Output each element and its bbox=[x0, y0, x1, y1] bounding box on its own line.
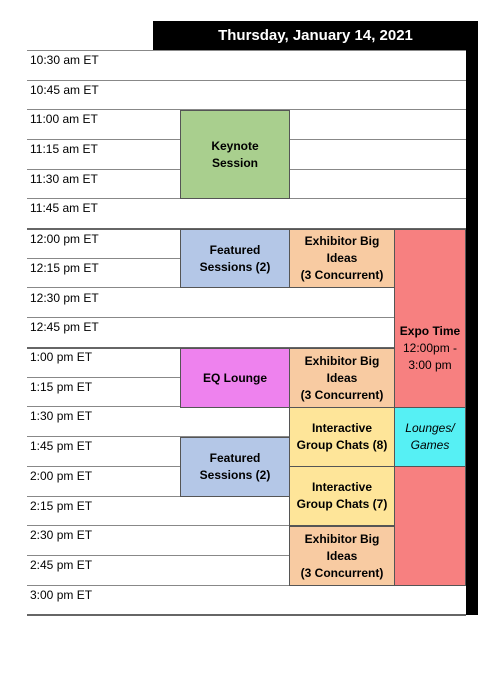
row-line bbox=[27, 80, 466, 81]
block-line: Keynote bbox=[211, 138, 259, 153]
block-line: Featured bbox=[209, 451, 261, 465]
block-line: Interactive bbox=[311, 480, 372, 494]
exhibitor-big-ideas-block[interactable] bbox=[289, 229, 395, 288]
block-line: Session bbox=[211, 155, 259, 170]
expo-time-block-bottom[interactable] bbox=[394, 466, 466, 586]
schedule-date-header bbox=[153, 21, 478, 50]
row-line bbox=[27, 50, 466, 51]
block-line: Group Chats (7) bbox=[296, 497, 388, 511]
featured-sessions-block[interactable] bbox=[180, 229, 290, 288]
block-line: Sessions (2) bbox=[199, 468, 271, 482]
time-label: 2:30 pm ET bbox=[30, 528, 93, 542]
time-label: 3:00 pm ET bbox=[30, 588, 93, 602]
block-line: Sessions (2) bbox=[199, 259, 271, 274]
block-line: Games bbox=[410, 438, 450, 452]
expo-range-end: 3:00 pm bbox=[408, 357, 452, 372]
time-label: 11:45 am ET bbox=[30, 201, 98, 215]
time-label: 2:15 pm ET bbox=[30, 499, 93, 513]
exhibitor-big-ideas-block[interactable] bbox=[289, 526, 395, 586]
time-label: 1:30 pm ET bbox=[30, 409, 93, 423]
featured-sessions-block[interactable] bbox=[180, 437, 290, 497]
time-label: 2:45 pm ET bbox=[30, 558, 93, 572]
block-line: Exhibitor Big bbox=[304, 531, 380, 546]
time-label: 10:45 am ET bbox=[30, 83, 99, 97]
block-line: Ideas bbox=[326, 370, 358, 385]
block-line: (3 Concurrent) bbox=[300, 268, 384, 282]
expo-title: Expo Time bbox=[399, 323, 461, 338]
row-line bbox=[27, 614, 466, 616]
time-label: 1:45 pm ET bbox=[30, 439, 93, 453]
time-label: 12:30 pm ET bbox=[30, 291, 99, 305]
block-line: Exhibitor Big bbox=[304, 353, 380, 368]
block-line: Interactive bbox=[311, 421, 372, 435]
time-label: 10:30 am ET bbox=[30, 53, 99, 67]
keynote-session-block[interactable] bbox=[180, 110, 290, 199]
block-line: Featured bbox=[209, 242, 261, 257]
block-line: EQ Lounge bbox=[203, 370, 267, 385]
block-line: Exhibitor Big bbox=[304, 234, 380, 248]
block-line: Ideas bbox=[326, 548, 358, 563]
time-label: 1:00 pm ET bbox=[30, 350, 93, 364]
lounges-games-block[interactable] bbox=[394, 407, 466, 467]
time-label: 12:45 pm ET bbox=[30, 320, 99, 334]
block-line: Group Chats (8) bbox=[296, 438, 388, 452]
eq-lounge-block[interactable] bbox=[180, 348, 290, 408]
time-label: 11:00 am ET bbox=[30, 112, 98, 126]
expo-range-start: 12:00pm - bbox=[402, 340, 458, 355]
exhibitor-big-ideas-block[interactable] bbox=[289, 348, 395, 408]
time-label: 11:30 am ET bbox=[30, 172, 98, 186]
interactive-group-chats-8-block[interactable] bbox=[289, 407, 395, 467]
time-label: 12:00 pm ET bbox=[30, 232, 99, 246]
date-title: Thursday, January 14, 2021 bbox=[218, 27, 413, 44]
right-border-bar bbox=[466, 50, 478, 615]
time-label: 11:15 am ET bbox=[30, 142, 98, 156]
block-line: Lounges/ bbox=[405, 421, 455, 435]
time-label: 2:00 pm ET bbox=[30, 469, 93, 483]
time-label: 1:15 pm ET bbox=[30, 380, 93, 394]
block-line: (3 Concurrent) bbox=[300, 387, 384, 402]
block-line: Ideas bbox=[326, 251, 358, 265]
interactive-group-chats-7-block[interactable] bbox=[289, 466, 395, 526]
time-label: 12:15 pm ET bbox=[30, 261, 99, 275]
block-line: (3 Concurrent) bbox=[300, 565, 384, 580]
